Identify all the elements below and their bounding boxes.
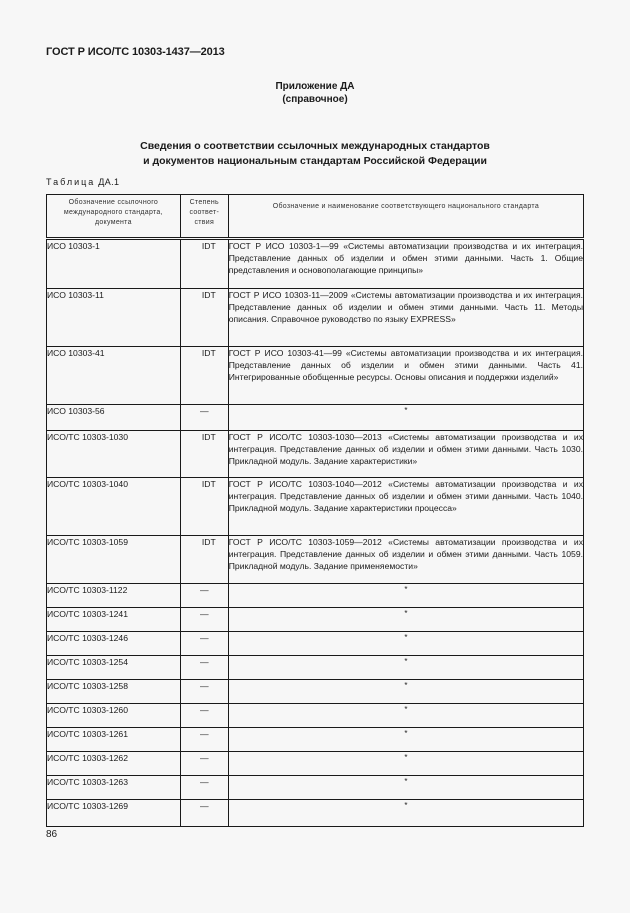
- cell-national: *: [228, 800, 583, 827]
- cell-national: ГОСТ Р ИСО 10303-41—99 «Системы автоматизации производства и их интеграция. Представление данных об изделии и обмен этими данными. Часть 41. Интегрированные обобщенные ресурсы. Основы описания и поддержки изделий»: [228, 347, 583, 405]
- table-header-row: [47, 195, 584, 239]
- cell-national: *: [228, 405, 583, 431]
- cell-national: *: [228, 584, 583, 608]
- table-row: [47, 431, 584, 478]
- cell-degree: —: [180, 776, 228, 800]
- section-heading-line-1: Сведения о соответствии ссылочных международных стандартов: [140, 140, 490, 152]
- cell-ref: ИСО 10303-11: [47, 289, 181, 347]
- table-row: [47, 704, 584, 728]
- standards-table: [46, 194, 584, 827]
- cell-national: ГОСТ Р ИСО 10303-11—2009 «Системы автоматизации производства и их интеграция. Представление данных об изделии и обмен этими данными. Часть 11. Методы описания. Справочное руководство по языку EXPRESS»: [228, 289, 583, 347]
- column-header-degree: Степень соответ-ствия: [180, 195, 228, 239]
- cell-national: ГОСТ Р ИСО/ТС 10303-1059—2012 «Системы автоматизации производства и их интеграция. Представление данных об изделии и обмен этими данными. Часть 1059. Прикладной модуль. Задание применяемости»: [228, 536, 583, 584]
- cell-degree: IDT: [180, 536, 228, 584]
- table-row: [47, 347, 584, 405]
- cell-ref: ИСО/ТС 10303-1241: [47, 608, 181, 632]
- document-code: ГОСТ Р ИСО/ТС 10303-1437—2013: [46, 46, 225, 58]
- cell-national: *: [228, 752, 583, 776]
- section-heading-line-2: и документов национальным стандартам Российской Федерации: [143, 155, 487, 167]
- cell-ref: ИСО 10303-56: [47, 405, 181, 431]
- table-row: [47, 584, 584, 608]
- cell-degree: IDT: [180, 478, 228, 536]
- cell-ref: ИСО/ТС 10303-1262: [47, 752, 181, 776]
- table-row: [47, 632, 584, 656]
- cell-degree: —: [180, 405, 228, 431]
- cell-ref: ИСО/ТС 10303-1269: [47, 800, 181, 827]
- section-heading: [0, 139, 630, 169]
- table-row: [47, 776, 584, 800]
- cell-national: *: [228, 656, 583, 680]
- cell-ref: ИСО/ТС 10303-1030: [47, 431, 181, 478]
- table-row: [47, 289, 584, 347]
- cell-degree: IDT: [180, 239, 228, 289]
- cell-national: ГОСТ Р ИСО/ТС 10303-1040—2012 «Системы автоматизации производства и их интеграция. Представление данных об изделии и обмен этими данными. Часть 1040. Прикладной модуль. Задание характеристики процесса»: [228, 478, 583, 536]
- cell-ref: ИСО/ТС 10303-1258: [47, 680, 181, 704]
- table-row: [47, 239, 584, 289]
- cell-ref: ИСО/ТС 10303-1263: [47, 776, 181, 800]
- cell-ref: ИСО/ТС 10303-1122: [47, 584, 181, 608]
- table-row: [47, 656, 584, 680]
- table-row: [47, 405, 584, 431]
- cell-ref: ИСО/ТС 10303-1261: [47, 728, 181, 752]
- table-row: [47, 728, 584, 752]
- table-row: [47, 680, 584, 704]
- cell-national: *: [228, 728, 583, 752]
- cell-ref: ИСО/ТС 10303-1260: [47, 704, 181, 728]
- table-caption: [46, 177, 119, 187]
- cell-ref: ИСО/ТС 10303-1246: [47, 632, 181, 656]
- cell-degree: —: [180, 704, 228, 728]
- table-caption-word: Таблица: [46, 177, 96, 187]
- table-row: [47, 478, 584, 536]
- cell-degree: —: [180, 800, 228, 827]
- cell-national: ГОСТ Р ИСО 10303-1—99 «Системы автоматизации производства и их интеграция. Представление данных об изделии и обмен этими данными. Часть 1. Общие представления и основополагающие принципы»: [228, 239, 583, 289]
- table-row: [47, 752, 584, 776]
- cell-ref: ИСО/ТС 10303-1254: [47, 656, 181, 680]
- cell-degree: —: [180, 656, 228, 680]
- cell-national: *: [228, 704, 583, 728]
- table-row: [47, 536, 584, 584]
- table-caption-number: ДА.1: [98, 177, 120, 187]
- table-row: [47, 800, 584, 827]
- cell-national: *: [228, 608, 583, 632]
- cell-degree: —: [180, 608, 228, 632]
- cell-national: *: [228, 632, 583, 656]
- cell-degree: —: [180, 632, 228, 656]
- cell-degree: —: [180, 680, 228, 704]
- cell-ref: ИСО/ТС 10303-1040: [47, 478, 181, 536]
- column-header-national-standard: Обозначение и наименование соответствующего национального стандарта: [228, 195, 583, 239]
- appendix-subtitle: (справочное): [282, 94, 348, 105]
- cell-ref: ИСО 10303-1: [47, 239, 181, 289]
- cell-ref: ИСО 10303-41: [47, 347, 181, 405]
- cell-ref: ИСО/ТС 10303-1059: [47, 536, 181, 584]
- cell-national: ГОСТ Р ИСО/ТС 10303-1030—2013 «Системы автоматизации производства и их интеграция. Представление данных об изделии и обмен этими данными. Часть 1030. Прикладной модуль. Задание характеристики»: [228, 431, 583, 478]
- table-row: [47, 608, 584, 632]
- cell-degree: —: [180, 752, 228, 776]
- cell-degree: —: [180, 584, 228, 608]
- cell-degree: IDT: [180, 289, 228, 347]
- cell-degree: IDT: [180, 431, 228, 478]
- cell-degree: IDT: [180, 347, 228, 405]
- cell-degree: —: [180, 728, 228, 752]
- appendix-title: Приложение ДА: [275, 81, 355, 92]
- page-number: 86: [46, 829, 58, 840]
- column-header-international-ref: Обозначение ссылочного международного стандарта, документа: [47, 195, 181, 239]
- appendix-heading: [0, 80, 630, 106]
- cell-national: *: [228, 680, 583, 704]
- cell-national: *: [228, 776, 583, 800]
